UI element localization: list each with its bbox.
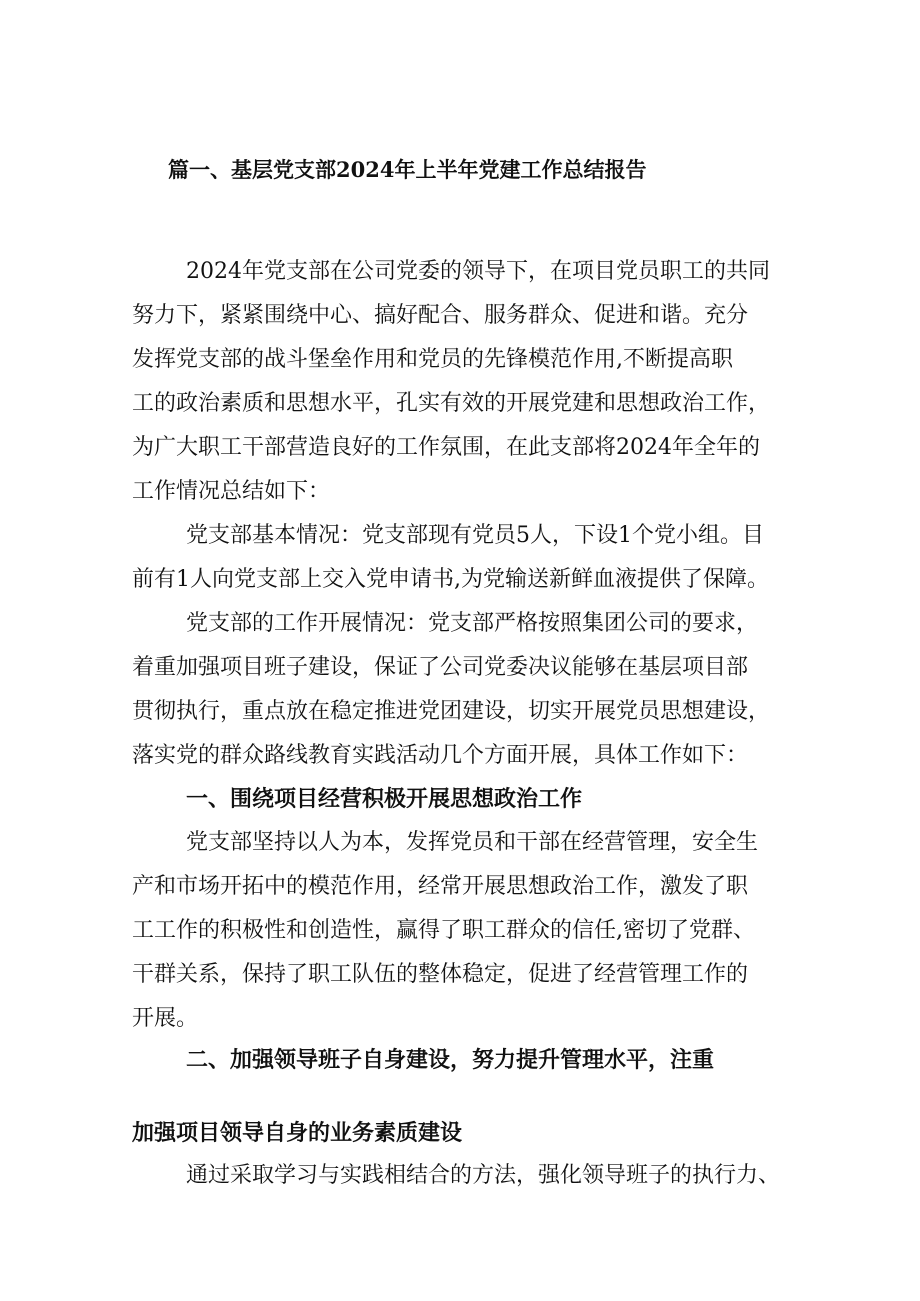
paragraph-line: 工工作的积极性和创造性，赢得了职工群众的信任,密切了党群、 [132, 918, 755, 943]
document-title: 篇一、基层党支部2024年上半年党建工作总结报告 [168, 157, 647, 182]
paragraph-line: 党支部坚持以人为本，发挥党员和干部在经营管理，安全生 [186, 830, 759, 855]
paragraph-line: 党支部基本情况：党支部现有党员5人，下设1个党小组。目 [186, 523, 764, 548]
paragraph-line: 努力下，紧紧围绕中心、搞好配合、服务群众、促进和谐。充分 [132, 303, 749, 328]
paragraph-line: 党支部的工作开展情况：党支部严格按照集团公司的要求， [186, 611, 759, 636]
paragraph-line: 开展。 [132, 1006, 199, 1031]
section-heading-1: 一、围绕项目经营积极开展思想政治工作 [186, 786, 583, 812]
paragraph-line: 贯彻执行，重点放在稳定推进党团建设，切实开展党员思想建设， [132, 699, 771, 724]
paragraph-line: 2024年党支部在公司党委的领导下，在项目党员职工的共同 [186, 259, 770, 284]
paragraph-line: 发挥党支部的战斗堡垒作用和党员的先锋模范作用,不断提高职 [132, 347, 733, 372]
paragraph-line: 产和市场开拓中的模范作用，经常开展思想政治工作，激发了职 [132, 874, 749, 899]
paragraph-line: 为广大职工干部营造良好的工作氛围，在此支部将2024年全年的 [132, 435, 760, 460]
paragraph-line: 工作情况总结如下： [132, 479, 331, 504]
section-heading-line: 二、加强领导班子自身建设，努力提升管理水平，注重 [186, 1047, 715, 1073]
section-heading-line: 加强项目领导自身的业务素质建设 [132, 1120, 463, 1146]
paragraph-line: 通过采取学习与实践相结合的方法，强化领导班子的执行力、 [186, 1163, 781, 1188]
paragraph-line: 干群关系，保持了职工队伍的整体稳定，促进了经营管理工作的 [132, 962, 749, 987]
paragraph-line: 前有1人向党支部上交入党申请书,为党输送新鲜血液提供了保障。 [132, 567, 769, 592]
paragraph-line: 落实党的群众路线教育实践活动几个方面开展，具体工作如下： [132, 743, 749, 768]
paragraph-line: 工的政治素质和思想水平，孔实有效的开展党建和思想政治工作， [132, 391, 771, 416]
paragraph-line: 着重加强项目班子建设，保证了公司党委决议能够在基层项目部 [132, 655, 749, 680]
